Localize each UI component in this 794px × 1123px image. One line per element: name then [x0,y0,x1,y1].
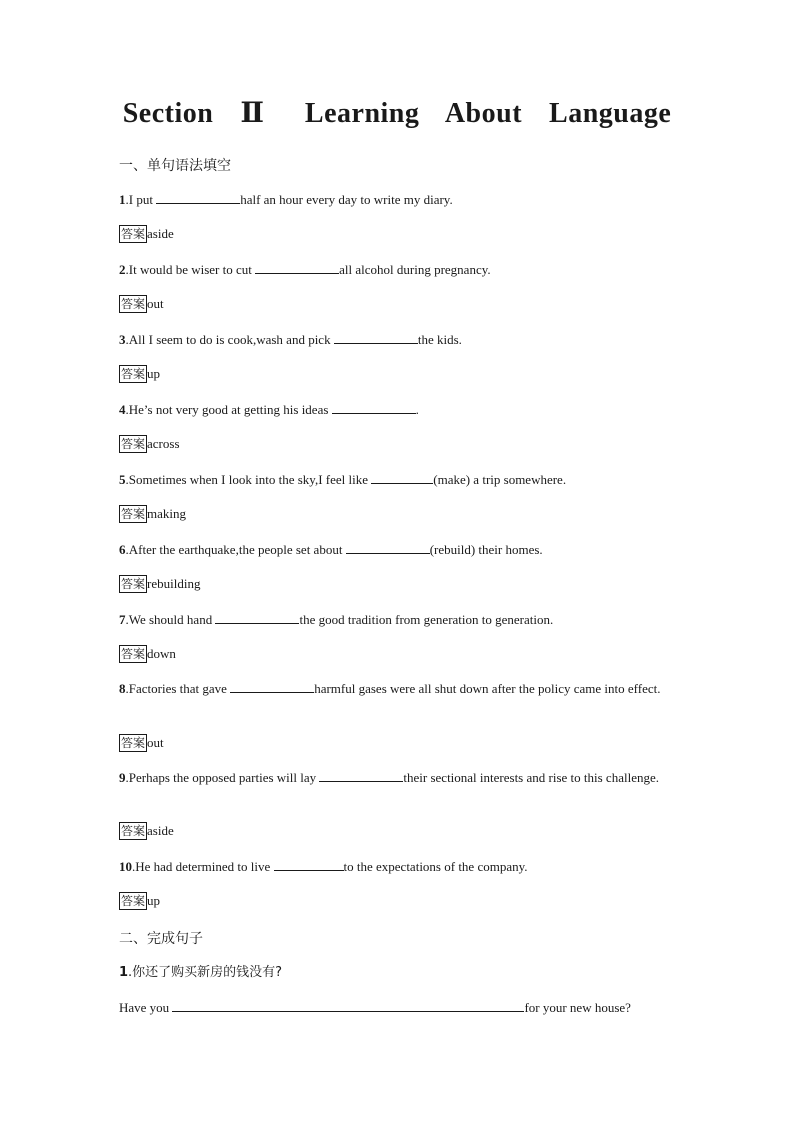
question-number: 6 [119,542,126,557]
question-text-after: their sectional interests and rise to this challenge. [403,770,659,785]
question-text-before: .Perhaps the opposed parties will lay [125,770,320,785]
question-2 [119,260,679,280]
answer-text: aside [147,823,174,838]
question-text-before: .It would be wiser to cut [125,262,256,277]
answer-4 [119,434,180,454]
answer-label-box: 答案 [121,824,146,838]
question-number: 7 [119,612,126,627]
question-text-after: to the expectations of the company. [343,859,528,874]
answer-text: aside [147,226,174,241]
question-9 [119,768,679,788]
page-title: Section Ⅱ Learning About Language [122,98,672,129]
answer-3 [119,364,160,384]
question-number: 1 [119,965,129,980]
answer-1 [119,224,174,244]
translation-question-1-english [119,998,679,1018]
question-number: 3 [119,332,126,347]
answer-text: making [147,506,187,521]
section-heading-complete-sentences: 二、完成句子 [119,931,203,947]
question-text-after: (rebuild) their homes. [429,542,543,557]
question-text-before: .Sometimes when I look into the sky,I feel like [125,472,372,487]
answer-label-box: 答案 [121,736,146,750]
question-10 [119,857,679,877]
sentence-text-after: for your new house? [524,1000,631,1015]
answer-label-box: 答案 [121,227,146,241]
answer-10 [119,891,160,911]
answer-label-box: 答案 [121,577,146,591]
question-text-before: .After the earthquake,the people set about [125,542,346,557]
question-text-after: (make) a trip somewhere. [433,472,567,487]
question-1 [119,190,679,210]
question-text-before: .All I seem to do is cook,wash and pick [125,332,334,347]
answer-label-box: 答案 [121,367,146,381]
question-text-before: .We should hand [125,612,216,627]
answer-blank[interactable] [230,680,314,693]
question-number: 1 [119,192,126,207]
answer-label-box: 答案 [121,507,146,521]
question-number: 10 [119,859,132,874]
answer-blank[interactable] [215,611,299,624]
question-7 [119,610,679,630]
question-3 [119,330,679,350]
question-6 [119,540,679,560]
answer-text: across [147,436,180,451]
answer-text: up [147,893,161,908]
answer-text: out [147,735,164,750]
question-text-before: .He’s not very good at getting his ideas [125,402,332,417]
answer-blank[interactable] [346,541,430,554]
answer-blank[interactable] [274,858,344,871]
question-text-after: . [415,402,419,417]
answer-blank[interactable] [255,261,339,274]
question-text-after: the good tradition from generation to generation. [299,612,554,627]
question-number: 5 [119,472,126,487]
answer-text: out [147,296,164,311]
question-text-before: .He had determined to live [132,859,274,874]
answer-blank[interactable] [332,401,416,414]
question-4 [119,400,679,420]
question-8 [119,679,679,699]
sentence-text-before: Have you [119,1000,173,1015]
question-text-after: harmful gases were all shut down after the policy came into effect. [314,681,661,696]
answer-label-box: 答案 [121,894,146,908]
answer-7 [119,644,176,664]
question-text-before: .I put [125,192,157,207]
translation-question-1-chinese [119,963,679,983]
answer-label-box: 答案 [121,437,146,451]
question-number: 4 [119,402,126,417]
answer-2 [119,294,164,314]
answer-6 [119,574,200,594]
question-text-after: all alcohol during pregnancy. [339,262,491,277]
chinese-prompt: .你还了购买新房的钱没有? [128,965,283,980]
question-text-after: half an hour every day to write my diary. [240,192,453,207]
answer-8 [119,733,164,753]
question-5 [119,470,679,490]
answer-label-box: 答案 [121,647,146,661]
answer-text: down [147,646,176,661]
question-text-after: the kids. [417,332,462,347]
answer-blank[interactable] [334,331,418,344]
answer-blank[interactable] [156,191,240,204]
answer-text: rebuilding [147,576,201,591]
answer-blank[interactable] [371,471,433,484]
answer-label-box: 答案 [121,297,146,311]
question-number: 2 [119,262,126,277]
question-number: 9 [119,770,126,785]
answer-text: up [147,366,161,381]
question-number: 8 [119,681,126,696]
answer-blank[interactable] [172,999,524,1012]
answer-5 [119,504,186,524]
section-heading-grammar-fill: 一、单句语法填空 [119,158,231,174]
question-text-before: .Factories that gave [125,681,231,696]
answer-blank[interactable] [319,769,403,782]
answer-9 [119,821,174,841]
